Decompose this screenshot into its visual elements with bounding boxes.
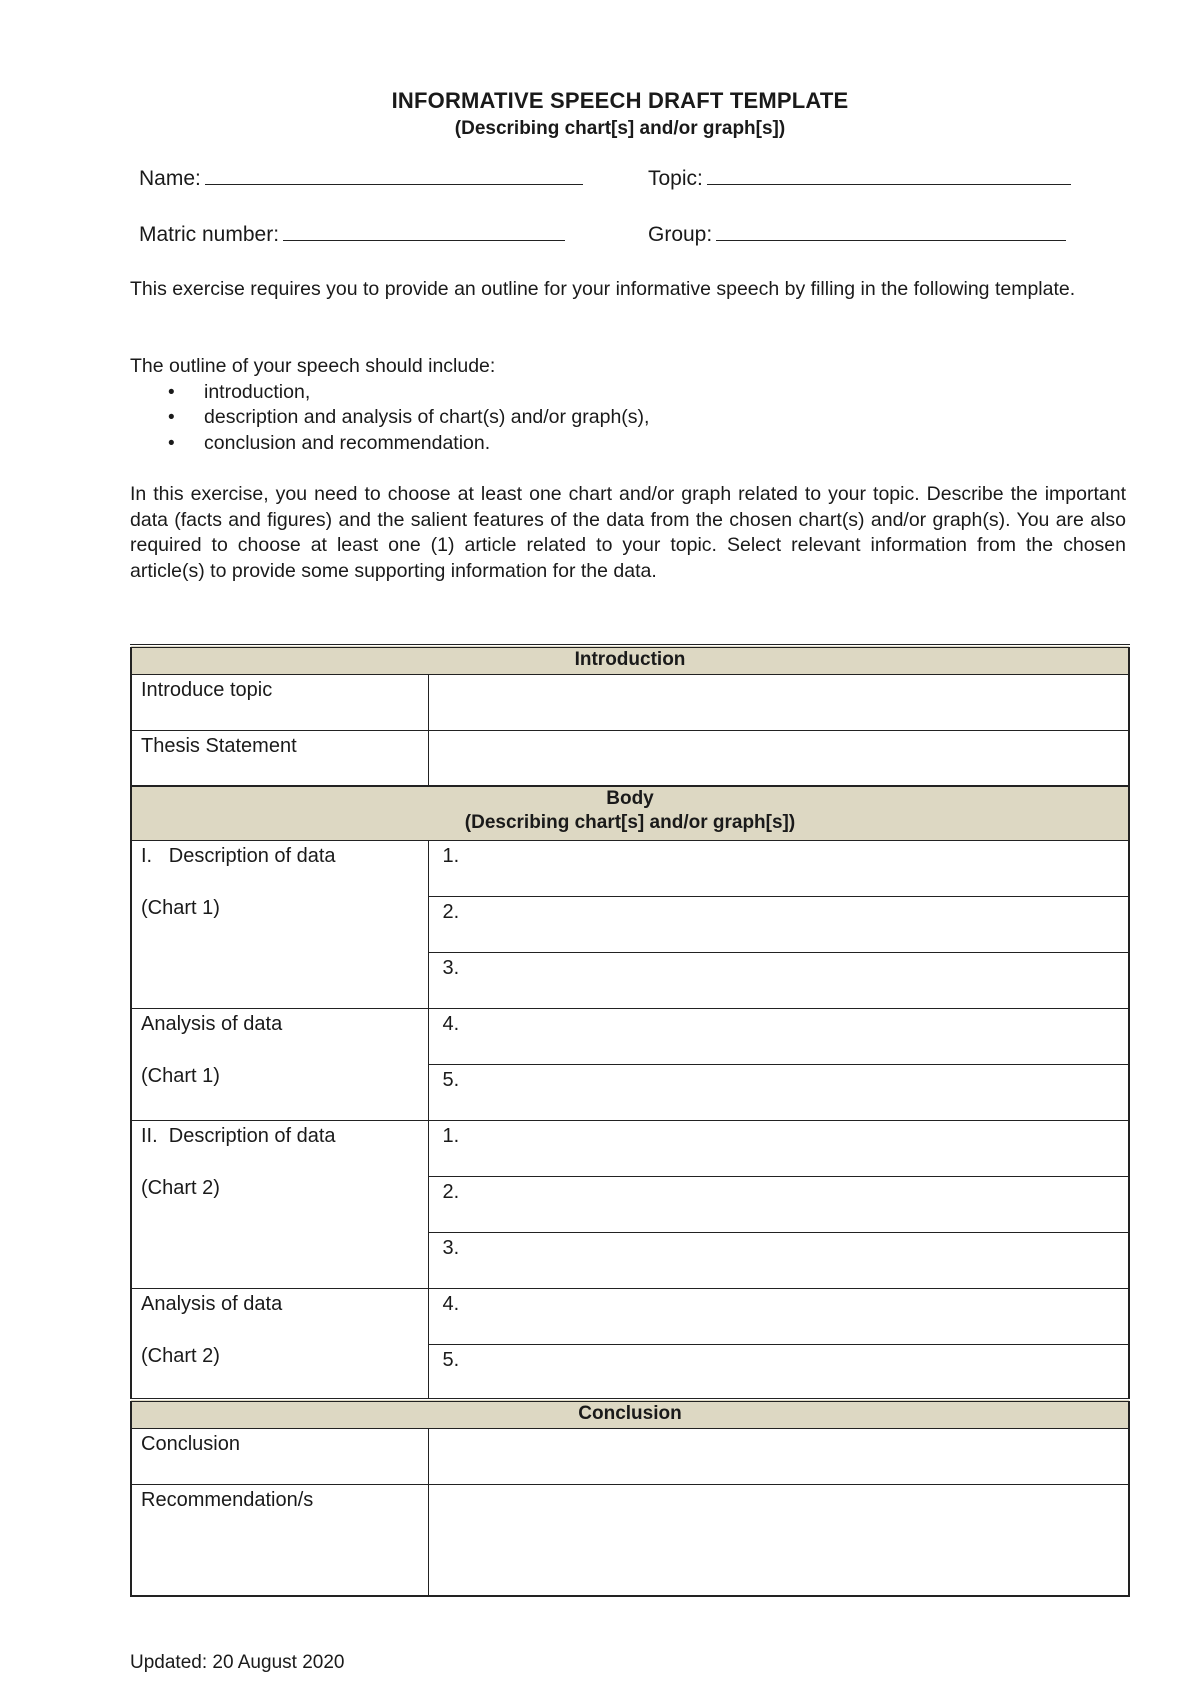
- instructions-paragraph: [130, 482, 1126, 584]
- section2-analysis-item-4[interactable]: 4.: [428, 1288, 1129, 1344]
- section1-desc-label: I. Description of data: [141, 844, 336, 867]
- recommendation-input[interactable]: [428, 1484, 1129, 1596]
- section1-description-label: [131, 840, 428, 1008]
- instructions-text: In this exercise, you need to choose at least one chart and/or graph related to your topic. Describe the important data (facts and figures) and the salient features of the data from the chosen chart(s) and/or graph(s). You are also required to choose at least one (1) article related to your topic. Select relevant information from the chosen article(s) to provide some supporting information for the data.: [130, 483, 1126, 582]
- group-field[interactable]: [648, 222, 1066, 247]
- introduce-topic-input[interactable]: [428, 674, 1129, 730]
- matric-label: Matric number:: [139, 223, 280, 246]
- section2-desc-item-3[interactable]: 3.: [428, 1232, 1129, 1288]
- outline-section: [130, 354, 1126, 456]
- intro-paragraph: [130, 277, 1126, 303]
- list-item: • description and analysis of chart(s) and/or graph(s),: [130, 405, 1126, 431]
- thesis-statement-input[interactable]: [428, 730, 1129, 786]
- section1-analysis-label: [131, 1008, 428, 1120]
- section1-chart-label: (Chart 1): [141, 896, 220, 919]
- group-label: Group:: [648, 223, 713, 246]
- topic-label: Topic:: [648, 167, 703, 190]
- body-title: Body: [606, 788, 654, 809]
- outline-intro-text: The outline of your speech should include:: [130, 355, 496, 377]
- conclusion-input[interactable]: [428, 1428, 1129, 1484]
- recommendation-label: Recommendation/s: [131, 1484, 428, 1596]
- section1-analysis-chart: (Chart 1): [141, 1064, 220, 1087]
- section1-desc-item-1[interactable]: 1.: [428, 840, 1129, 896]
- body-header: [131, 786, 1129, 840]
- matric-blank-line[interactable]: [283, 222, 565, 241]
- section1-analysis-item-4[interactable]: 4.: [428, 1008, 1129, 1064]
- intro-paragraph-text: This exercise requires you to provide an outline for your informative speech by filling in the following template.: [130, 278, 1076, 300]
- document-subtitle: (Describing chart[s] and/or graph[s]): [454, 118, 786, 139]
- group-blank-line[interactable]: [716, 222, 1066, 241]
- topic-blank-line[interactable]: [707, 166, 1071, 185]
- section1-analysis-item-5[interactable]: 5.: [428, 1064, 1129, 1120]
- section2-analysis-label: [131, 1288, 428, 1400]
- section1-desc-item-3[interactable]: 3.: [428, 952, 1129, 1008]
- name-field[interactable]: [139, 166, 583, 191]
- list-item: • introduction,: [130, 380, 1126, 406]
- section2-desc-label: II. Description of data: [141, 1124, 336, 1147]
- introduce-topic-label: Introduce topic: [131, 674, 428, 730]
- section2-analysis-item-5[interactable]: 5.: [428, 1344, 1129, 1400]
- updated-date: Updated: 20 August 2020: [130, 1652, 345, 1673]
- section1-analysis-title: Analysis of data: [141, 1012, 283, 1035]
- section2-chart-label: (Chart 2): [141, 1176, 220, 1199]
- body-subtitle: (Describing chart[s] and/or graph[s]): [464, 812, 796, 833]
- thesis-statement-label: Thesis Statement: [131, 730, 428, 786]
- matric-field[interactable]: [139, 222, 565, 247]
- outline-list: [130, 380, 1126, 457]
- section2-analysis-chart: (Chart 2): [141, 1344, 220, 1367]
- section2-desc-item-2[interactable]: 2.: [428, 1176, 1129, 1232]
- conclusion-header: Conclusion: [131, 1400, 1129, 1428]
- conclusion-label: Conclusion: [131, 1428, 428, 1484]
- section2-desc-item-1[interactable]: 1.: [428, 1120, 1129, 1176]
- name-label: Name:: [139, 167, 201, 190]
- name-blank-line[interactable]: [205, 166, 583, 185]
- section1-desc-item-2[interactable]: 2.: [428, 896, 1129, 952]
- section2-description-label: [131, 1120, 428, 1288]
- section2-analysis-title: Analysis of data: [141, 1292, 283, 1315]
- speech-outline-table: [130, 644, 1128, 1597]
- document-title: INFORMATIVE SPEECH DRAFT TEMPLATE: [391, 88, 849, 113]
- introduction-header: Introduction: [131, 646, 1129, 674]
- list-item: • conclusion and recommendation.: [130, 431, 1126, 457]
- topic-field[interactable]: [648, 166, 1071, 191]
